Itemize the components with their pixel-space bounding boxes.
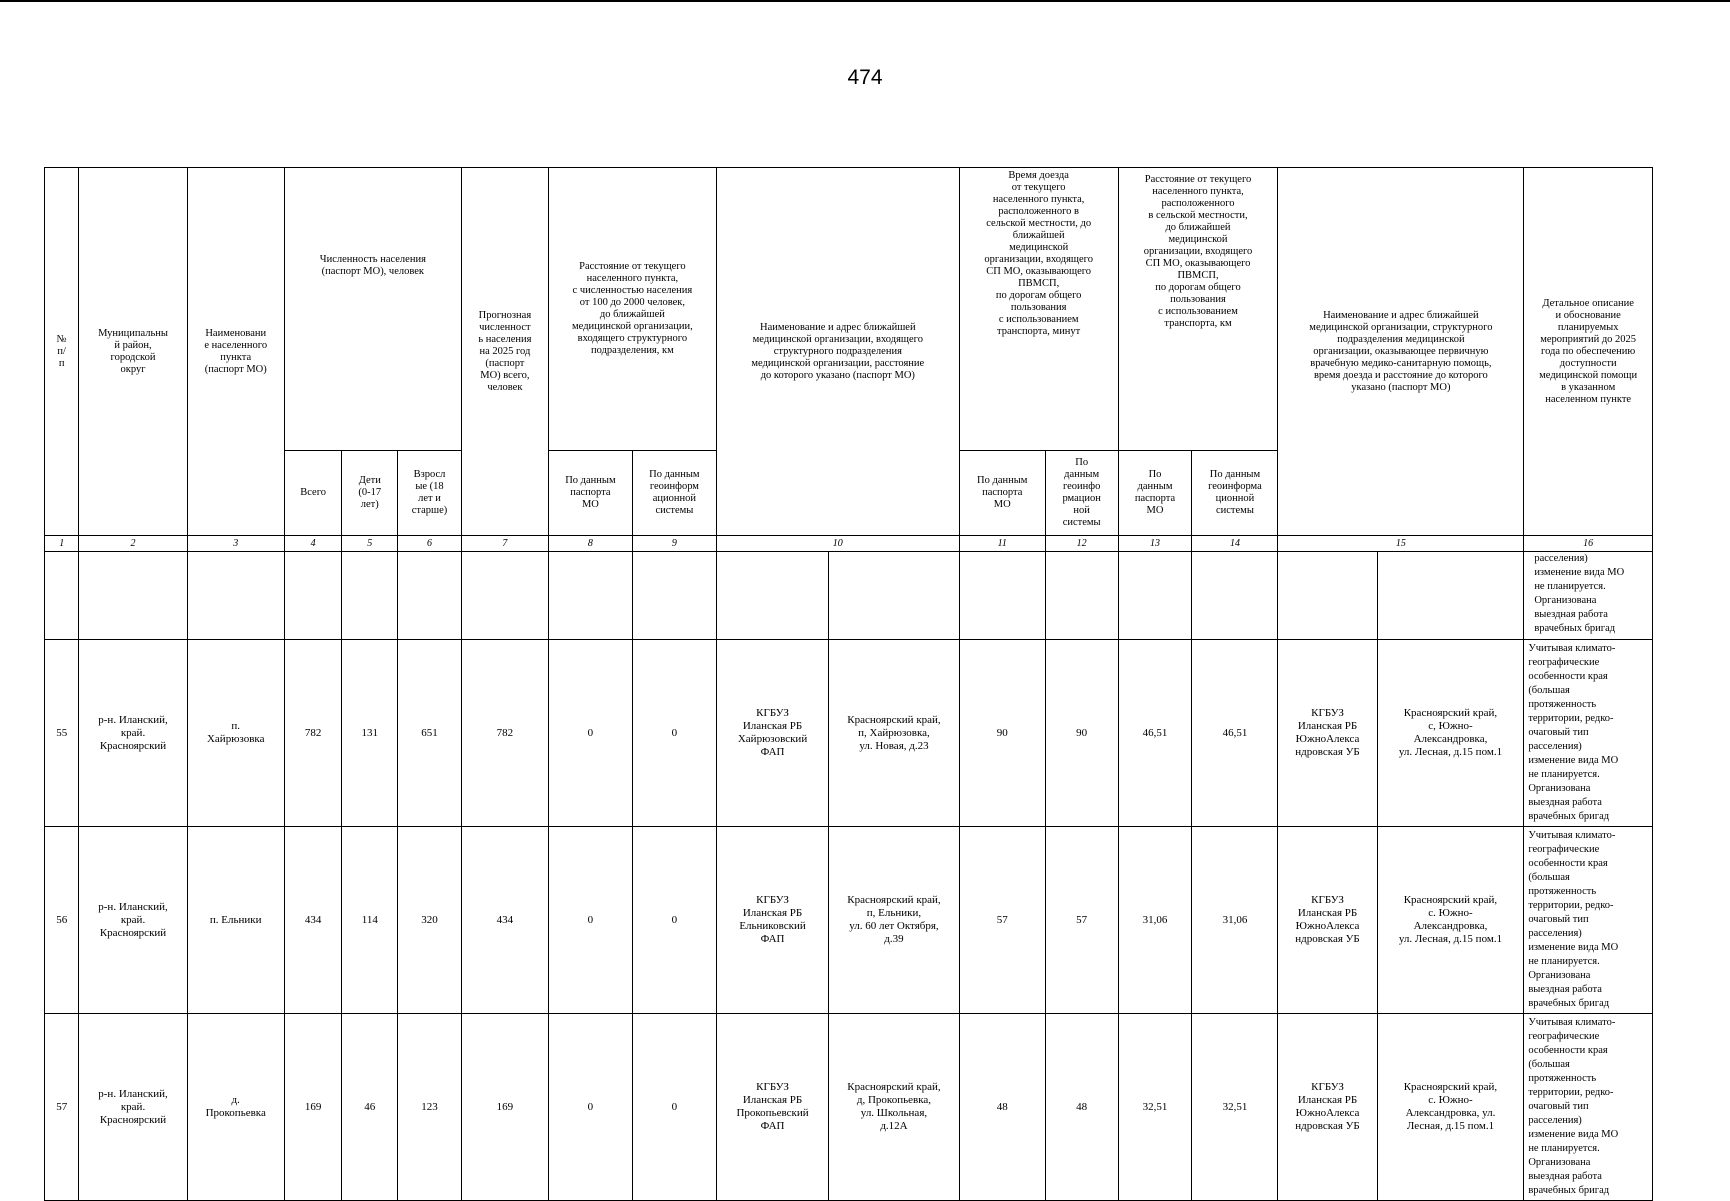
header-measures-description: Детальное описание и обоснование планируемых мероприятий до 2025 года по обеспечению доступности медицинской помощи в указанном населенном пункте <box>1524 168 1653 536</box>
header-index: № п/ п <box>45 168 79 536</box>
empty-cell <box>461 552 548 640</box>
mo-address-cell: Красноярский край, п, Ельники, ул. 60 лет Октября, д.39 <box>829 827 960 1014</box>
column-number: 4 <box>284 536 342 552</box>
header-population: Численность населения (паспорт МО), человек <box>284 168 461 451</box>
mo-name-cell: КГБУЗ Иланская РБ Хайрюзовский ФАП <box>716 640 828 827</box>
empty-cell <box>716 552 828 640</box>
empty-cell <box>829 552 960 640</box>
pvmp-address-cell: Красноярский край, с. Южно- Александровка, ул. Лесная, д.15 пом.1 <box>1377 1014 1524 1201</box>
empty-cell <box>187 552 284 640</box>
settlement-cell: п. Ельники <box>187 827 284 1014</box>
empty-cell <box>548 552 632 640</box>
mo-address-cell: Красноярский край, п, Хайрюзовка, ул. Новая, д.23 <box>829 640 960 827</box>
column-number: 8 <box>548 536 632 552</box>
time-passport-cell: 57 <box>959 827 1045 1014</box>
forecast-population-cell: 169 <box>461 1014 548 1201</box>
measures-description-continued: расселения) изменение вида МО не планируется. Организована выездная работа врачебных бригад <box>1524 552 1653 640</box>
empty-cell <box>342 552 398 640</box>
road-distance-gis-cell: 46,51 <box>1192 640 1278 827</box>
empty-cell <box>632 552 716 640</box>
forecast-population-cell: 782 <box>461 640 548 827</box>
time-gis-cell: 48 <box>1045 1014 1118 1201</box>
column-number-row <box>45 536 1653 552</box>
road-distance-passport-cell: 31,06 <box>1118 827 1192 1014</box>
population-total-cell: 169 <box>284 1014 342 1201</box>
empty-cell <box>1045 552 1118 640</box>
settlement-cell: д. Прокопьевка <box>187 1014 284 1201</box>
population-adults-cell: 320 <box>398 827 462 1014</box>
header-time-passport: По данным паспорта МО <box>959 451 1045 536</box>
header-dist2-passport: По данным паспорта МО <box>1118 451 1192 536</box>
time-passport-cell: 90 <box>959 640 1045 827</box>
distance-gis-cell: 0 <box>632 1014 716 1201</box>
population-total-cell: 434 <box>284 827 342 1014</box>
population-children-cell: 46 <box>342 1014 398 1201</box>
population-adults-cell: 123 <box>398 1014 462 1201</box>
header-road-distance: Расстояние от текущего населенного пункта, расположенного в сельской местности, до ближайшей медицинской организации, входящего СП МО, оказывающего ПВМСП, по дорогам общего пользования с использованием транспорта, км <box>1118 168 1278 451</box>
road-distance-passport-cell: 46,51 <box>1118 640 1192 827</box>
header-row-top <box>45 168 1653 451</box>
distance-passport-cell: 0 <box>548 1014 632 1201</box>
district-cell: р-н. Иланский, край. Красноярский <box>79 640 187 827</box>
pvmp-address-cell: Красноярский край, с. Южно- Александровка, ул. Лесная, д.15 пом.1 <box>1377 827 1524 1014</box>
pvmp-name-cell: КГБУЗ Иланская РБ ЮжноАлекса ндровская УБ <box>1278 640 1377 827</box>
measures-description-cell: Учитывая климато- географические особенности края (большая протяженность территории, редко- очаговый тип расселения) изменение вида МО не планируется. Организована выездная работа врачебных бригад <box>1524 1014 1653 1201</box>
empty-cell <box>398 552 462 640</box>
row-number: 56 <box>45 827 79 1014</box>
column-number: 12 <box>1045 536 1118 552</box>
population-children-cell: 131 <box>342 640 398 827</box>
road-distance-passport-cell: 32,51 <box>1118 1014 1192 1201</box>
medical-access-table <box>44 167 1653 1201</box>
population-total-cell: 782 <box>284 640 342 827</box>
empty-cell <box>1118 552 1192 640</box>
table-row <box>45 1014 1653 1201</box>
measures-description-cell: Учитывая климато- географические особенности края (большая протяженность территории, редко- очаговый тип расселения) изменение вида МО не планируется. Организована выездная работа врачебных бригад <box>1524 640 1653 827</box>
time-gis-cell: 90 <box>1045 640 1118 827</box>
header-dist-gis: По данным геоинформ ационной системы <box>632 451 716 536</box>
page-number: 474 <box>847 66 883 89</box>
header-forecast-population: Прогнозная численност ь населения на 2025 год (паспорт МО) всего, человек <box>461 168 548 536</box>
column-number: 9 <box>632 536 716 552</box>
column-number: 10 <box>716 536 959 552</box>
header-settlement-name: Наименовани е населенного пункта (паспорт МО) <box>187 168 284 536</box>
header-dist-passport: По данным паспорта МО <box>548 451 632 536</box>
header-municipal-district: Муниципальны й район, городской округ <box>79 168 187 536</box>
table-row <box>45 827 1653 1014</box>
column-number: 15 <box>1278 536 1524 552</box>
header-nearest-mo: Наименование и адрес ближайшей медицинской организации, входящего структурного подразделения медицинской организации, расстояние до которого указано (паспорт МО) <box>716 168 959 536</box>
measures-description-cell: Учитывая климато- географические особенности края (большая протяженность территории, редко- очаговый тип расселения) изменение вида МО не планируется. Организована выездная работа врачебных бригад <box>1524 827 1653 1014</box>
header-distance-to-mo: Расстояние от текущего населенного пункта, с численностью населения от 100 до 2000 человек, до ближайшей медицинской организации, входящего структурного подразделения, км <box>548 168 716 451</box>
pvmp-name-cell: КГБУЗ Иланская РБ ЮжноАлекса ндровская УБ <box>1278 1014 1377 1201</box>
header-dist2-gis: По данным геоинформа ционной системы <box>1192 451 1278 536</box>
header-pop-children: Дети (0-17 лет) <box>342 451 398 536</box>
population-children-cell: 114 <box>342 827 398 1014</box>
row-number: 55 <box>45 640 79 827</box>
row-number: 57 <box>45 1014 79 1201</box>
mo-name-cell: КГБУЗ Иланская РБ Ельниковский ФАП <box>716 827 828 1014</box>
distance-passport-cell: 0 <box>548 640 632 827</box>
header-time-gis: По данным геоинфо рмацион ной системы <box>1045 451 1118 536</box>
population-adults-cell: 651 <box>398 640 462 827</box>
forecast-population-cell: 434 <box>461 827 548 1014</box>
settlement-cell: п. Хайрюзовка <box>187 640 284 827</box>
time-passport-cell: 48 <box>959 1014 1045 1201</box>
empty-cell <box>1278 552 1377 640</box>
distance-passport-cell: 0 <box>548 827 632 1014</box>
road-distance-gis-cell: 31,06 <box>1192 827 1278 1014</box>
pvmp-address-cell: Красноярский край, с, Южно- Александровка, ул. Лесная, д.15 пом.1 <box>1377 640 1524 827</box>
column-number: 11 <box>959 536 1045 552</box>
empty-cell <box>79 552 187 640</box>
scan-top-edge <box>0 0 1730 2</box>
empty-cell <box>1192 552 1278 640</box>
district-cell: р-н. Иланский, край. Красноярский <box>79 1014 187 1201</box>
distance-gis-cell: 0 <box>632 640 716 827</box>
table-row <box>45 640 1653 827</box>
road-distance-gis-cell: 32,51 <box>1192 1014 1278 1201</box>
empty-cell <box>959 552 1045 640</box>
column-number: 7 <box>461 536 548 552</box>
column-number: 14 <box>1192 536 1278 552</box>
column-number: 1 <box>45 536 79 552</box>
column-number: 5 <box>342 536 398 552</box>
header-travel-time: Время доезда от текущего населенного пункта, расположенного в сельской местности, до ближайшей медицинской организации, входящего СП МО, оказывающего ПВМСП, по дорогам общего пользования с использованием транспорта, минут <box>959 168 1118 451</box>
time-gis-cell: 57 <box>1045 827 1118 1014</box>
district-cell: р-н. Иланский, край. Красноярский <box>79 827 187 1014</box>
empty-cell <box>1377 552 1524 640</box>
column-number: 2 <box>79 536 187 552</box>
header-pop-total: Всего <box>284 451 342 536</box>
table-row-continuation <box>45 552 1653 640</box>
header-nearest-pvmp: Наименование и адрес ближайшей медицинской организации, структурного подразделения медицинской организации, оказывающее первичную врачебную медико-санитарную помощь, время доезда и расстояние до которого указано (паспорт МО) <box>1278 168 1524 536</box>
mo-name-cell: КГБУЗ Иланская РБ Прокопьевский ФАП <box>716 1014 828 1201</box>
pvmp-name-cell: КГБУЗ Иланская РБ ЮжноАлекса ндровская УБ <box>1278 827 1377 1014</box>
column-number: 13 <box>1118 536 1192 552</box>
column-number: 3 <box>187 536 284 552</box>
mo-address-cell: Красноярский край, д, Прокопьевка, ул. Школьная, д.12А <box>829 1014 960 1201</box>
column-number: 16 <box>1524 536 1653 552</box>
header-pop-adults: Взросл ые (18 лет и старше) <box>398 451 462 536</box>
distance-gis-cell: 0 <box>632 827 716 1014</box>
column-number: 6 <box>398 536 462 552</box>
empty-cell <box>45 552 79 640</box>
empty-cell <box>284 552 342 640</box>
